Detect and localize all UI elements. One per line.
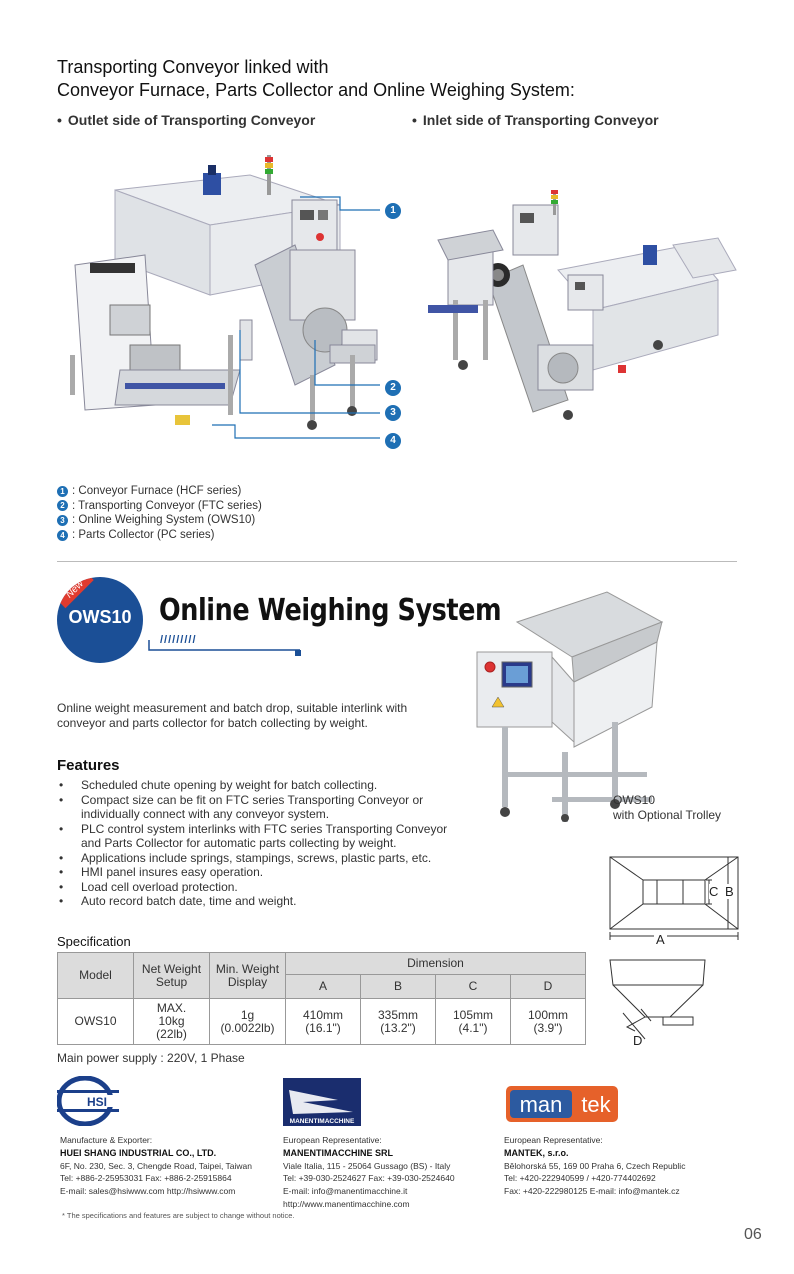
legend-item: [57, 513, 262, 528]
manentimacchine-logo: [283, 1078, 361, 1126]
cell-net-weight: MAX. 10kg (22lb): [134, 999, 210, 1045]
col-dim-a: A: [286, 975, 361, 999]
legend-number: 2: [57, 500, 68, 511]
hsi-logo: [57, 1076, 127, 1126]
svg-text:MANENTIMACCHINE: MANENTIMACCHINE: [289, 1118, 355, 1125]
component-legend: [57, 484, 262, 542]
ows10-trolley-image: [462, 582, 672, 822]
svg-text:tek: tek: [581, 1092, 611, 1117]
heading-line-2: Conveyor Furnace, Parts Collector and Online Weighing System:: [57, 80, 575, 100]
disclaimer-note: * The specifications and features are subject to change without notice.: [62, 1211, 295, 1220]
col-dim-b: B: [361, 975, 436, 999]
product-intro: Online weight measurement and batch drop, suitable interlink with conveyor and parts collector for batch collecting by weight.: [57, 701, 408, 730]
col-model: Model: [58, 953, 134, 999]
spec-table: [57, 952, 586, 1045]
feature-item: • Applications include springs, stampings, screws, plastic parts, etc.: [57, 851, 457, 866]
callout-2: 2: [385, 380, 401, 396]
new-tag: New: [57, 577, 94, 608]
legend-text: : Conveyor Furnace (HCF series): [72, 485, 242, 497]
cell-model: OWS10: [58, 999, 134, 1045]
legend-item: [57, 528, 262, 543]
col-dim-c: C: [436, 975, 511, 999]
svg-text:HSI: HSI: [86, 1095, 108, 1109]
features-title: Features: [57, 757, 120, 774]
title-underline-decoration: [148, 640, 304, 662]
dimension-label-a: A: [656, 932, 665, 947]
page-number: 06: [744, 1226, 762, 1243]
legend-text: : Parts Collector (PC series): [72, 528, 215, 541]
side-view-dimension-drawing: [605, 955, 715, 1050]
cell-dim-b: 335mm (13.2"): [361, 999, 436, 1045]
table-row: [58, 999, 586, 1045]
svg-text:man: man: [519, 1092, 563, 1117]
company-name: HUEI SHANG INDUSTRIAL CO., LTD.: [60, 1147, 217, 1158]
section-divider: [57, 561, 737, 562]
spec-title: Specification: [57, 934, 131, 949]
feature-item: • PLC control system interlinks with FTC series Transporting Conveyor and Parts Collector for automatic parts collecting by weight.: [57, 822, 457, 851]
legend-number: 1: [57, 486, 68, 497]
feature-item: • Auto record batch date, time and weight.: [57, 894, 457, 909]
legend-item: [57, 484, 262, 499]
features-list: [57, 778, 457, 909]
col-min-weight: Min. Weight Display: [210, 953, 286, 999]
col-dim-d: D: [511, 975, 586, 999]
cell-min-weight: 1g (0.0022lb): [210, 999, 286, 1045]
callout-3: 3: [385, 405, 401, 421]
outlet-side-label: • Outlet side of Transporting Conveyor: [57, 112, 316, 128]
legend-number: 4: [57, 530, 68, 541]
outlet-side-machine-image: [60, 145, 400, 440]
product-title: Online Weighing System: [159, 593, 502, 628]
model-badge: [57, 577, 143, 663]
top-view-dimension-drawing: [605, 852, 743, 954]
legend-text: : Online Weighing System (OWS10): [72, 514, 256, 527]
heading-line-1: Transporting Conveyor linked with: [57, 57, 329, 77]
cell-dim-d: 100mm (3.9"): [511, 999, 586, 1045]
page-heading: [57, 56, 575, 102]
badge-model: OWS10: [68, 607, 132, 627]
contact-mantek: European Representative: MANTEK, s.r.o. Bělohorská 55, 169 00 Praha 6, Czech Republic Tel: +420-222940599 / +420-774402692 Fax: +420-222980125 E-mail: info@mantek.cz: [504, 1134, 724, 1198]
dimension-label-c: C: [709, 884, 719, 899]
cell-dim-a: 410mm (16.1"): [286, 999, 361, 1045]
inlet-side-machine-image: [418, 160, 738, 430]
legend-text: : Transporting Conveyor (FTC series): [72, 499, 262, 512]
callout-1: 1: [385, 203, 401, 219]
company-name: MANENTIMACCHINE SRL: [283, 1147, 393, 1158]
feature-item: • Compact size can be fit on FTC series Transporting Conveyor or individually connect with any conveyor system.: [57, 793, 457, 822]
feature-item: • HMI panel insures easy operation.: [57, 865, 457, 880]
callout-4: 4: [385, 433, 401, 449]
feature-item: • Load cell overload protection.: [57, 880, 457, 895]
company-name: MANTEK, s.r.o.: [504, 1147, 569, 1158]
product-caption: OWS10 with Optional Trolley: [613, 793, 722, 822]
dimension-label-b: B: [725, 884, 734, 899]
title-decoration: /////////: [160, 634, 197, 646]
cell-dim-c: 105mm (4.1"): [436, 999, 511, 1045]
power-supply: Main power supply : 220V, 1 Phase: [57, 1051, 245, 1065]
legend-item: [57, 499, 262, 514]
inlet-side-label: • Inlet side of Transporting Conveyor: [412, 112, 659, 128]
mantek-logo: [504, 1084, 620, 1124]
contact-manentimacchine: European Representative: MANENTIMACCHINE SRL Viale Italia, 115 - 25064 Gussago (BS) - Italy Tel: +39-030-2524627 Fax: +39-030-2524640 E-mail: info@manentimacchine.it http://www.manentimacchine.com: [283, 1134, 503, 1211]
legend-number: 3: [57, 515, 68, 526]
contact-hsi: Manufacture & Exporter: HUEI SHANG INDUSTRIAL CO., LTD. 6F, No. 230, Sec. 3, Chengde Road, Taipei, Taiwan Tel: +886-2-25953031 Fax: +886-2-25915864 E-mail: sales@hsiwww.com http://hsiwww.com: [60, 1134, 280, 1198]
col-net-weight: Net Weight Setup: [134, 953, 210, 999]
feature-item: • Scheduled chute opening by weight for batch collecting.: [57, 778, 457, 793]
col-dimension: Dimension: [286, 953, 586, 975]
dimension-label-d: D: [633, 1033, 643, 1048]
